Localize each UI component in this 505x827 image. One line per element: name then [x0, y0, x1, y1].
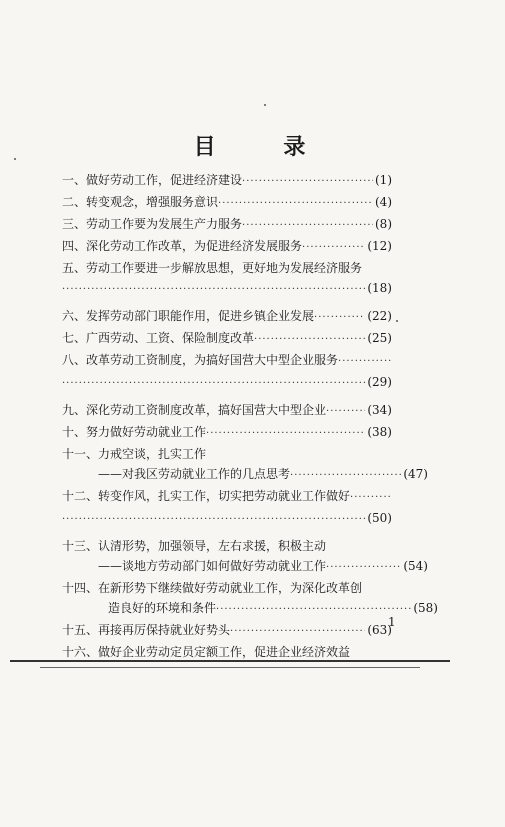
toc-entry: [62, 578, 438, 620]
table-of-contents: [62, 170, 438, 662]
entry-page: (38): [367, 425, 392, 439]
entry-title: 四、深化劳动工作改革，为促进经济发展服务: [62, 239, 303, 253]
entry-page: (58): [413, 601, 438, 615]
entry-title: 八、改革劳动工资制度，为搞好国营大中型企业服务: [62, 353, 339, 367]
entry-title: 九、深化劳动工资制度改革，搞好国营大中型企业: [62, 403, 327, 417]
entry-page: (1): [375, 173, 392, 187]
toc-entry: [62, 236, 392, 258]
toc-entry: [62, 444, 428, 486]
leader-dots: [254, 330, 365, 350]
entry-subtitle: ——对我区劳动就业工作的几点思考: [98, 467, 291, 481]
toc-entry: [62, 486, 392, 530]
leader-dots: [230, 622, 365, 642]
toc-entry: [62, 306, 392, 328]
entry-page: (29): [367, 375, 392, 389]
entry-title: 十、努力做好劳动就业工作: [62, 425, 207, 439]
entry-page: (54): [403, 559, 428, 573]
entry-title: 十四、在新形势下继续做好劳动就业工作，为深化改革创: [62, 581, 363, 595]
entry-page: (4): [375, 195, 392, 209]
entry-title: 十二、转变作风，扎实工作，切实把劳动就业工作做好: [62, 489, 351, 503]
leader-dots: [242, 172, 373, 192]
leader-dots: [338, 352, 392, 372]
entry-title: 十一、力戒空谈，扎实工作: [62, 447, 207, 461]
toc-entry: [62, 642, 392, 662]
entry-continuation: 造良好的环境和条件: [108, 601, 217, 615]
toc-entry: [62, 620, 392, 642]
bottom-rule: [10, 660, 450, 662]
entry-page: (47): [403, 467, 428, 481]
page-title: 目 录: [193, 134, 336, 160]
toc-entry: [62, 170, 392, 192]
leader-dots: [216, 600, 411, 620]
entry-page: (22): [367, 309, 392, 323]
entry-title: 三、劳动工作要为发展生产力服务: [62, 217, 243, 231]
entry-page: (25): [367, 331, 392, 345]
toc-entry: [62, 258, 392, 300]
leader-dots: [326, 402, 365, 422]
entry-title: 一、做好劳动工作，促进经济建设: [62, 173, 243, 187]
entry-title: 七、广西劳动、工资、保险制度改革: [62, 331, 255, 345]
leader-dots: [314, 308, 365, 328]
entry-page: (12): [367, 239, 392, 253]
entry-page: (34): [367, 403, 392, 417]
entry-subtitle: ——谈地方劳动部门如何做好劳动就业工作: [98, 559, 327, 573]
bottom-rule-thin: [40, 667, 420, 668]
toc-entry: [62, 536, 428, 578]
entry-title: 二、转变观念，增强服务意识: [62, 195, 219, 209]
leader-dots: [242, 216, 373, 236]
leader-dots: [62, 510, 365, 530]
leader-dots: [350, 488, 392, 508]
entry-title: 十五、再接再厉保持就业好势头: [62, 623, 231, 637]
toc-entry: [62, 192, 392, 214]
entry-page: (63): [367, 623, 392, 637]
scan-speck: [264, 104, 266, 106]
toc-entry: [62, 422, 392, 444]
leader-dots: [62, 374, 365, 394]
scan-speck: [396, 320, 398, 322]
scan-speck: [14, 158, 16, 160]
entry-page: (50): [367, 511, 392, 525]
toc-entry: [62, 400, 392, 422]
leader-dots: [62, 280, 365, 300]
leader-dots: [290, 466, 401, 486]
toc-entry: [62, 214, 392, 236]
entry-title: 十三、认清形势，加强领导，左右求援，积极主动: [62, 539, 327, 553]
entry-page: (8): [375, 217, 392, 231]
entry-title: 六、发挥劳动部门职能作用，促进乡镇企业发展: [62, 309, 315, 323]
entry-title: 五、劳动工作要进一步解放思想，更好地为发展经济服务: [62, 261, 363, 275]
toc-entry: [62, 350, 392, 394]
entry-page: (18): [367, 281, 392, 295]
leader-dots: [218, 194, 373, 214]
entry-title: 十六、做好企业劳动定员定额工作，促进企业经济效益: [62, 645, 351, 659]
leader-dots: [206, 424, 365, 444]
page-number: 1: [388, 615, 396, 629]
leader-dots: [302, 238, 365, 258]
leader-dots: [326, 558, 401, 578]
toc-entry: [62, 328, 392, 350]
